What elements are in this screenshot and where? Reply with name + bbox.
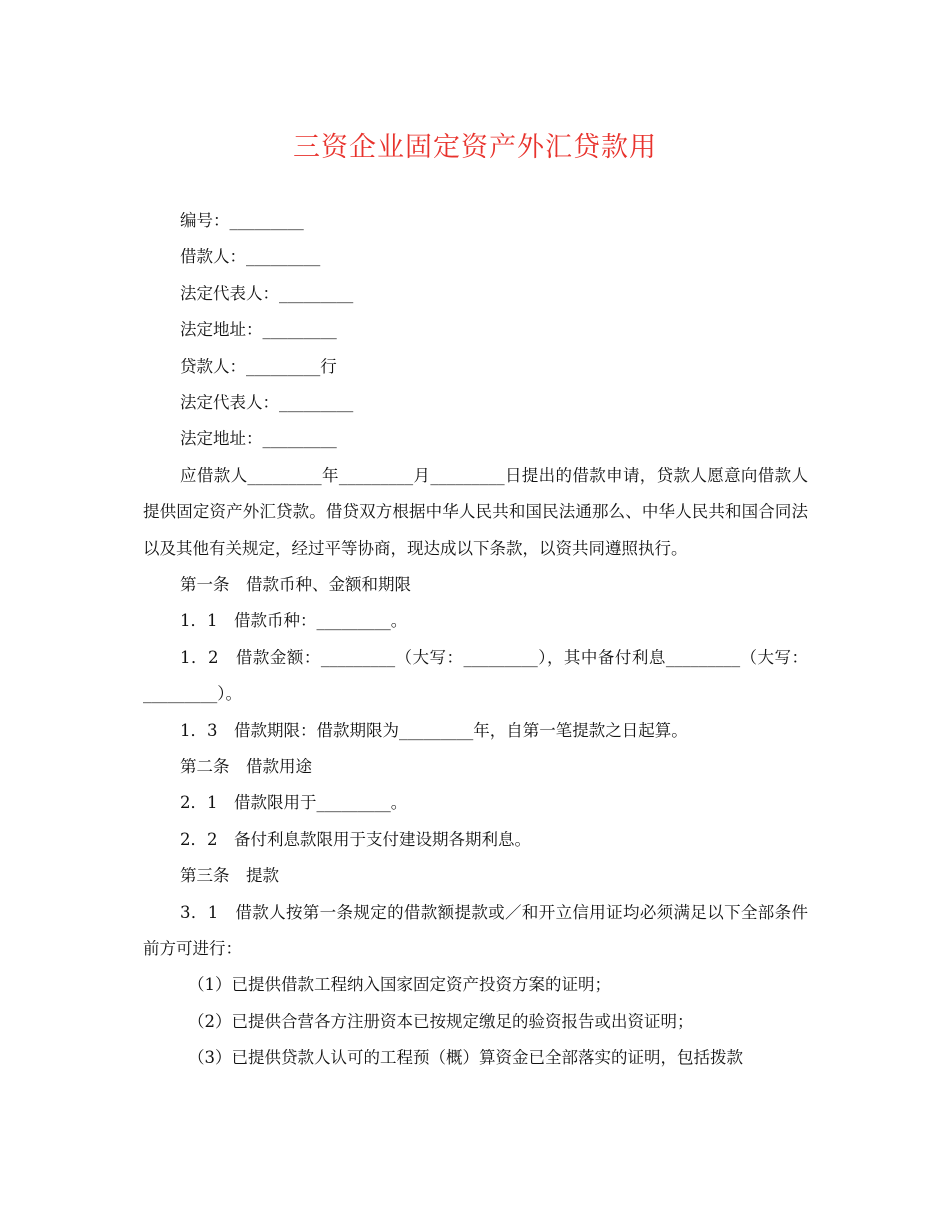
condition-1: （1）已提供借款工程纳入国家固定资产投资方案的证明； [188,975,611,995]
preamble-paragraph: 应借款人_________年_________月_________日提出的借款申请，贷款人愿意向借款人提供固定资产外汇贷款。借贷双方根据中华人民共和国民法通那么、中华人民共和国合同法以及其他有关规定，经过平等协商，现达成以下条款，以资共同遵照执行。 [143,465,808,558]
field-borrower-legal-address: 法定地址：_________ [180,320,337,340]
article-1-heading: 第一条 借款币种、金额和期限 [180,574,411,594]
condition-3: （3）已提供贷款人认可的工程预（概）算资金已全部落实的证明，包括拨款 [188,1048,743,1068]
field-borrower: 借款人：_________ [180,247,321,267]
clause-2-2: 2．2 备付利息款限用于支付建设期各期利息。 [180,829,531,849]
article-3-heading: 第三条 提款 [180,866,279,886]
condition-2: （2）已提供合营各方注册资本已按规定缴足的验资报告或出资证明； [188,1011,694,1031]
clause-2-1: 2．1 借款限用于_________。 [180,793,408,813]
clause-1-1: 1．1 借款币种：_________。 [180,611,408,631]
field-contract-number: 编号：_________ [180,211,304,230]
field-lender-legal-representative: 法定代表人：_________ [180,392,354,412]
clause-1-3: 1．3 借款期限：借款期限为_________年，自第一笔提款之日起算。 [180,720,688,740]
field-borrower-legal-representative: 法定代表人：_________ [180,283,354,303]
field-lender-legal-address: 法定地址：_________ [180,429,337,449]
clause-1-2: 1．2 借款金额：_________（大写：_________），其中备付利息_________（大写：_________）。 [143,647,808,704]
article-2-heading: 第二条 借款用途 [180,756,312,776]
clause-3-1: 3．1 借款人按第一条规定的借款额提款或／和开立信用证均必须满足以下全部条件前方可进行： [143,902,808,958]
document-body [143,203,808,1076]
field-lender: 贷款人：_________行 [180,356,337,376]
document-title: 三资企业固定资产外汇贷款用 [293,132,657,163]
